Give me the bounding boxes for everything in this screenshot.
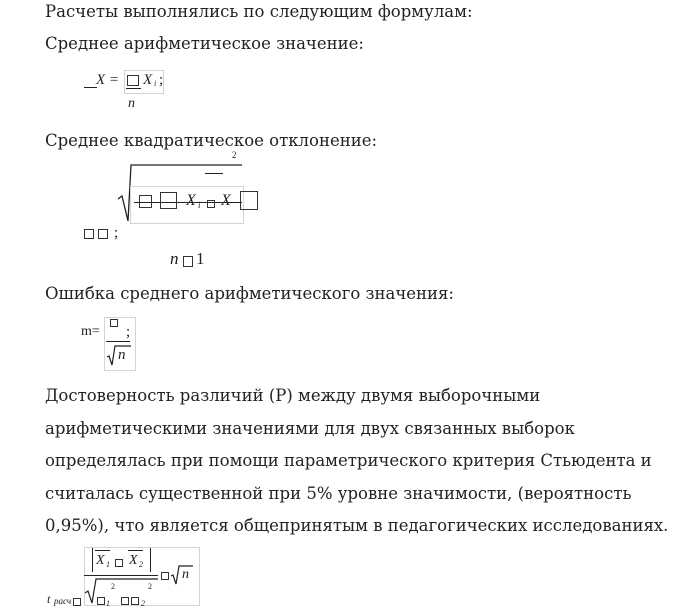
error-semicolon: ; <box>126 324 131 340</box>
ttest-pow2: 2 <box>148 582 152 591</box>
sd-semicolon: ; <box>114 225 119 241</box>
sd-placeholder-1 <box>139 195 152 208</box>
sd-xbar-overline <box>205 173 223 174</box>
sigma2-placeholder <box>131 597 139 605</box>
sd-placeholder-2 <box>160 192 177 209</box>
mean-sub-i: i <box>154 79 157 88</box>
error-fraction-bar <box>106 341 130 342</box>
x2-overline <box>128 550 143 551</box>
error-heading: Ошибка среднего арифметического значения: <box>45 284 454 303</box>
ttest-sqrt-var: n <box>182 567 189 582</box>
significance-paragraph: Достоверность различий (Р) между двумя выборочными арифметическими значениями для двух связанных выборок определялась при помощи параметрического критерия Стьюдента и считалась существенной при 5% уровне значимости, (вероятность 0,95%), что является общепринятым в педагогических исследованиях. <box>45 386 669 535</box>
mean-semicolon: ; <box>159 72 164 88</box>
sd-paren-placeholder <box>240 191 258 210</box>
sigma1-placeholder <box>97 597 105 605</box>
sd-minus-placeholder <box>207 200 215 208</box>
sum-symbol-placeholder <box>127 75 139 86</box>
sigma-numerator-placeholder <box>110 319 118 327</box>
ttest-lhs-sub: расч <box>54 596 72 606</box>
mean-sum-var: X <box>143 72 153 88</box>
mean-heading: Среднее арифметическое значение: <box>45 34 364 53</box>
equals-placeholder <box>98 229 108 239</box>
ttest-sub-s1: 1 <box>106 599 110 608</box>
sd-one: 1 <box>196 249 205 268</box>
ttest-fraction-bar <box>84 575 158 576</box>
x1-overline <box>95 550 110 551</box>
error-lhs: m= <box>81 324 100 339</box>
sd-minus-placeholder-2 <box>183 256 193 267</box>
sd-heading: Среднее квадратическое отклонение: <box>45 131 378 150</box>
ttest-pow1: 2 <box>111 582 115 591</box>
ttest-sub1: 1 <box>106 560 110 569</box>
ttest-sub2: 2 <box>139 560 143 569</box>
sd-xi: X <box>186 192 196 209</box>
mean-fraction-bar <box>126 88 141 89</box>
sigma-placeholder <box>84 229 94 239</box>
ttest-sub-s2: 2 <box>141 599 145 608</box>
ttest-lhs: t <box>47 592 51 606</box>
sd-xbar: X <box>221 192 231 209</box>
mean-lhs: X = <box>96 72 120 88</box>
ttest-x2: X <box>129 553 138 568</box>
intro-text: Расчеты выполнялись по следующим формулам: <box>45 2 473 21</box>
ttest-times-placeholder <box>161 572 169 580</box>
mean-denominator: n <box>128 96 135 111</box>
error-sqrt-var: n <box>118 347 126 363</box>
sd-power: 2 <box>232 150 237 160</box>
ttest-minus-placeholder <box>115 559 123 567</box>
sd-sub-i: i <box>198 200 201 210</box>
ttest-equals-placeholder <box>73 598 81 606</box>
sd-denominator: n <box>170 249 179 268</box>
ttest-x1: X <box>96 553 105 568</box>
ttest-plus-placeholder <box>121 597 129 605</box>
